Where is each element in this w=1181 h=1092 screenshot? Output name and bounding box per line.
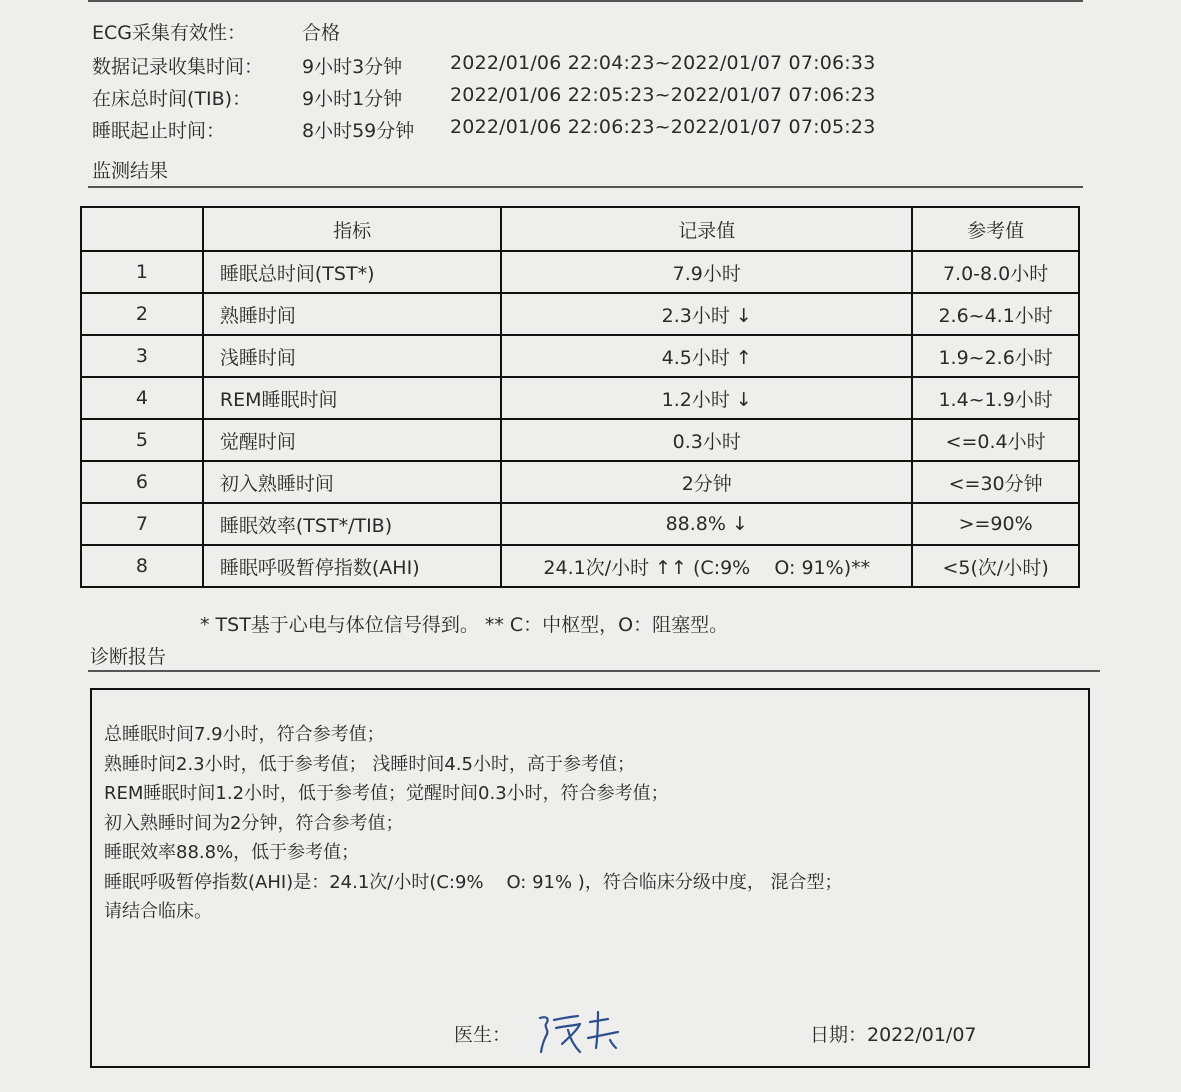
col-header-indicator: 指标: [203, 207, 501, 251]
info-label: 睡眠起止时间：: [92, 120, 226, 142]
diagnosis-line: 熟睡时间2.3小时，低于参考值； 浅睡时间4.5小时，高于参考值；: [104, 753, 635, 775]
row-indicator: 熟睡时间: [203, 293, 501, 335]
diagnosis-box: [90, 688, 1090, 1068]
table-row: [81, 377, 1079, 419]
row-reference: 1.9~2.6小时: [912, 335, 1079, 377]
table-row: [81, 293, 1079, 335]
diagnosis-section-title: 诊断报告: [90, 646, 167, 668]
col-header-value: 记录值: [501, 207, 912, 251]
table-row: [81, 461, 1079, 503]
row-number: 4: [81, 377, 203, 419]
row-indicator: 初入熟睡时间: [203, 461, 501, 503]
info-duration: 9小时1分钟: [302, 88, 403, 110]
table-row: [81, 545, 1079, 587]
results-table: [80, 206, 1080, 588]
row-value: 4.5小时 ↑: [501, 335, 912, 377]
report-date: 日期：2022/01/07: [810, 1024, 977, 1046]
row-value: 2.3小时 ↓: [501, 293, 912, 335]
col-header-no: [81, 207, 203, 251]
row-number: 8: [81, 545, 203, 587]
table-row: [81, 335, 1079, 377]
row-indicator: 浅睡时间: [203, 335, 501, 377]
info-label: 在床总时间(TIB)：: [92, 88, 252, 110]
row-number: 1: [81, 251, 203, 293]
table-row: [81, 419, 1079, 461]
diagnosis-line: 初入熟睡时间为2分钟，符合参考值；: [104, 812, 404, 834]
row-number: 5: [81, 419, 203, 461]
row-reference: <=0.4小时: [912, 419, 1079, 461]
row-indicator: 睡眠总时间(TST*): [203, 251, 501, 293]
info-duration: 8小时59分钟: [302, 120, 415, 142]
diagnosis-line: 睡眠效率88.8%，低于参考值；: [104, 842, 360, 863]
row-reference: >=90%: [912, 503, 1079, 545]
table-header-row: [81, 207, 1079, 251]
monitor-section-title: 监测结果: [92, 160, 169, 182]
row-number: 7: [81, 503, 203, 545]
row-number: 3: [81, 335, 203, 377]
row-indicator: REM睡眠时间: [203, 377, 501, 419]
doctor-signature: [532, 1008, 642, 1058]
table-footnote: * TST基于心电与体位信号得到。 ** C：中枢型，O：阻塞型。: [200, 614, 729, 636]
row-indicator: 觉醒时间: [203, 419, 501, 461]
col-header-reference: 参考值: [912, 207, 1079, 251]
row-reference: <=30分钟: [912, 461, 1079, 503]
diagnosis-line: 总睡眠时间7.9小时，符合参考值；: [104, 724, 385, 745]
info-label: ECG采集有效性：: [92, 22, 246, 44]
row-value: 1.2小时 ↓: [501, 377, 912, 419]
row-reference: 1.4~1.9小时: [912, 377, 1079, 419]
row-number: 2: [81, 293, 203, 335]
row-value: 0.3小时: [501, 419, 912, 461]
table-row: [81, 503, 1079, 545]
row-reference: 2.6~4.1小时: [912, 293, 1079, 335]
row-value: 88.8% ↓: [501, 503, 912, 545]
info-label: 数据记录收集时间：: [92, 56, 264, 78]
diagnosis-text: [104, 720, 843, 927]
info-range: 2022/01/06 22:06:23~2022/01/07 07:05:23: [450, 116, 876, 138]
info-duration: 合格: [302, 22, 341, 44]
info-duration: 9小时3分钟: [302, 56, 403, 78]
table-row: [81, 251, 1079, 293]
row-number: 6: [81, 461, 203, 503]
diagnosis-line: REM睡眠时间1.2小时，低于参考值；觉醒时间0.3小时，符合参考值；: [104, 783, 669, 804]
row-value: 24.1次/小时 ↑↑ (C:9% O: 91%)**: [501, 545, 912, 587]
top-rule: [88, 0, 1083, 2]
info-range: 2022/01/06 22:04:23~2022/01/07 07:06:33: [450, 52, 876, 74]
row-reference: 7.0-8.0小时: [912, 251, 1079, 293]
doctor-label: 医生：: [454, 1024, 512, 1046]
diagnosis-line: 请结合临床。: [104, 901, 212, 922]
row-value: 2分钟: [501, 461, 912, 503]
monitor-section-rule: [88, 186, 1083, 188]
row-indicator: 睡眠呼吸暂停指数(AHI): [203, 545, 501, 587]
diagnosis-line: 睡眠呼吸暂停指数(AHI)是：24.1次/小时(C:9% O: 91% )，符合临床分级中度， 混合型；: [104, 871, 843, 893]
row-indicator: 睡眠效率(TST*/TIB): [203, 503, 501, 545]
row-value: 7.9小时: [501, 251, 912, 293]
row-reference: <5(次/小时): [912, 545, 1079, 587]
info-range: 2022/01/06 22:05:23~2022/01/07 07:06:23: [450, 84, 876, 106]
diagnosis-section-rule: [88, 670, 1100, 672]
